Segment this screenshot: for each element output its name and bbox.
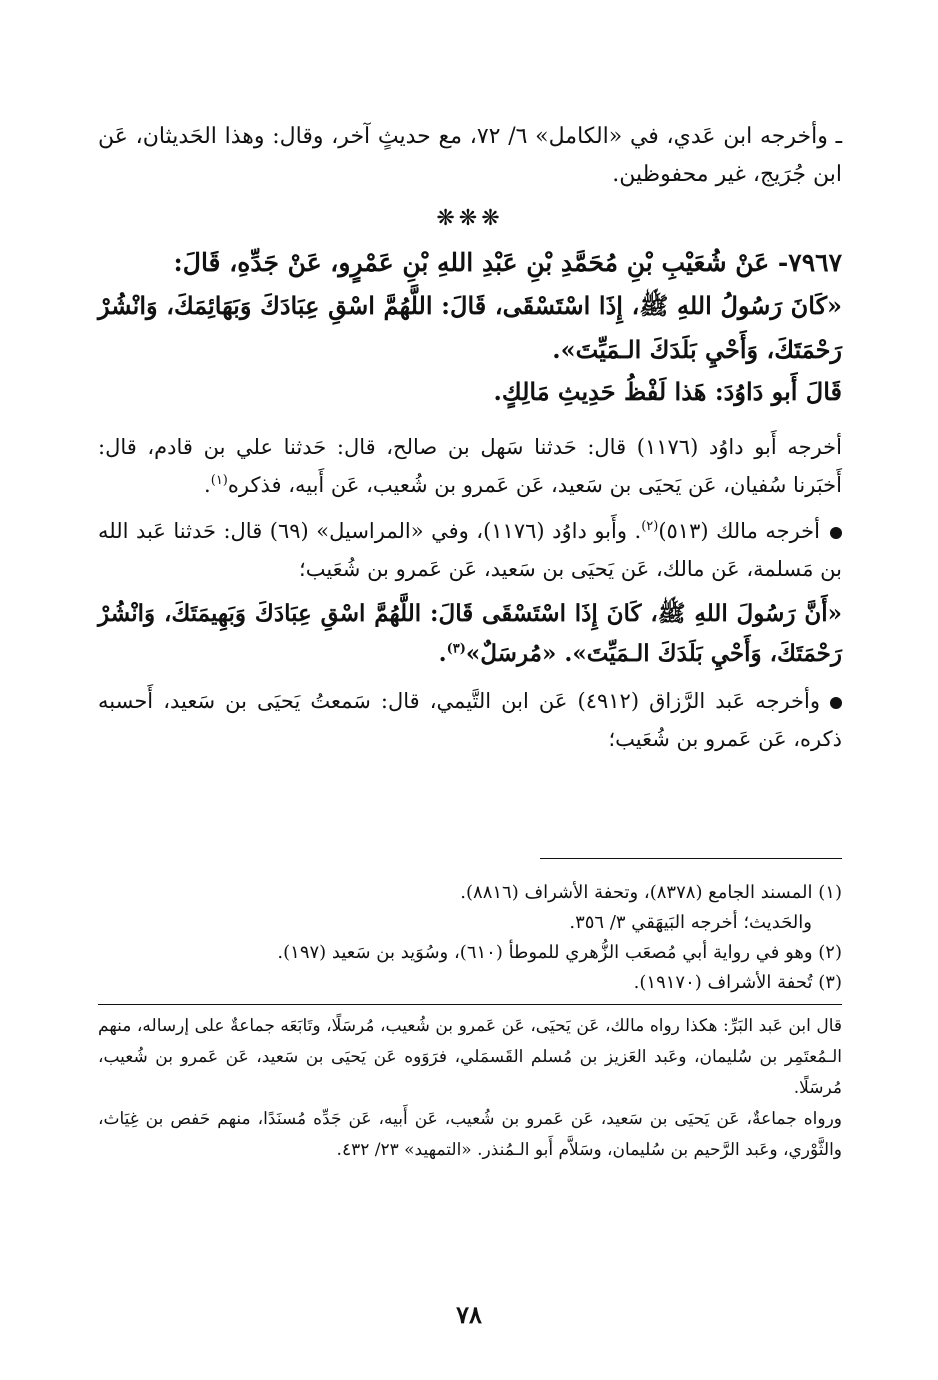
footnote-ref-1: (١) <box>210 473 228 488</box>
bullet-icon <box>830 697 842 709</box>
footnote-3-quote-2: ورواه جماعةٌ، عَن يَحيَى بن سَعيد، عَن عَمرو بن شُعيب، عَن أَبيه، عَن جَدِّه مُسنَدًا، منهم حَفص بن غِيَاث، والثَّوْري، وعَبد الرَّحيم بن سُليمان، وسَلاَّم أَبو الـمُنذر. «التمهيد» ٢٣/ ٤٣٢. <box>98 1109 842 1160</box>
footnote-inner-line <box>98 1004 842 1005</box>
bullet-icon <box>830 527 842 539</box>
footnotes <box>98 878 842 1166</box>
footnote-2: (٢) وهو في رواية أبي مُصعَب الزُّهري للموطأ (٦١٠)، وسُوَيد بن سَعيد (١٩٧). <box>277 942 842 963</box>
footnote-3-quote-1: قال ابن عَبد البَرِّ: هكذا رواه مالك، عَن يَحيَى، عَن عَمرو بن شُعيب، مُرسَلًا، وتَابَعَه جماعةٌ على إرساله، منهم الـمُعتَمِر بن سُليمان، وعَبد العَزيز بن مُسلم القَسمَلي، فرَوَوه عَن يَحيَى بن سَعيد، عَن عَمرو بن شُعيب، مُرسَلًا. <box>98 1016 842 1098</box>
page-number: ٧٨ <box>456 1300 482 1329</box>
takhrij-paragraph-2 <box>98 512 842 588</box>
section-separator: ❋❋❋ <box>436 206 504 231</box>
footnote-ref-2: (٢) <box>641 519 659 534</box>
takhrij-2-text-b: . وأَبو داوُد (١١٧٦)، وفي «المراسيل» (٦٩) قال: حَدثنا عَبد الله بن مَسلمة، عَن مالك، عَن يَحيَى بن سَعيد، عَن عَمرو بن شُعَيب؛ <box>98 519 842 581</box>
intro-paragraph: ـ وأخرجه ابن عَدي، في «الكامل» ٦/ ٧٢، مع حديثٍ آخر، وقال: وهذا الحَديثان، عَن ابن جُرَيج، غير محفوظين. <box>98 124 843 187</box>
takhrij-paragraph-1 <box>98 428 842 504</box>
abu-dawud-note: قَالَ أَبو دَاوُدَ: هَذا لَفْظُ حَدِيثِ مَالِكٍ. <box>493 377 842 406</box>
takhrij-2-text-a: أخرجه مالك (٥١٣) <box>658 519 820 543</box>
footnote-separator-line <box>540 858 842 859</box>
takhrij-paragraph-4 <box>98 682 842 758</box>
takhrij-1-end: . <box>204 473 211 497</box>
footnote-ref-3: (٣) <box>446 641 466 657</box>
mursal-quote <box>98 594 842 674</box>
footnote-1-continued: والحَديث؛ أخرجه البَيهَقي ٣/ ٣٥٦. <box>569 912 812 933</box>
takhrij-1-text: أخرجه أَبو داوُد (١١٧٦) قال: حَدثنا سَهل بن صالح، قال: حَدثنا علي بن قادم، قال: أَخبَرنا سُفيان، عَن يَحيَى بن سَعيد، عَن عَمرو بن شُعيب، عَن أَبيه، فذكره <box>98 435 842 497</box>
takhrij-4-text: وأخرجه عَبد الرَّزاق (٤٩١٢) عَن ابن التَّيمي، قال: سَمعتُ يَحيَى بن سَعيد، أَحسبه ذكره، عَن عَمرو بن شُعَيب؛ <box>98 689 842 751</box>
mursal-quote-end: . <box>438 640 447 667</box>
hadith-number-and-chain: ٧٩٦٧- عَنْ شُعَيْبِ بْنِ مُحَمَّدِ بْنِ عَبْدِ اللهِ بْنِ عَمْرٍو، عَنْ جَدِّهِ، قَالَ: <box>173 248 842 277</box>
hadith-text: «كَانَ رَسُولُ اللهِ ﷺ، إِذَا اسْتَسْقَى، قَالَ: اللَّهُمَّ اسْقِ عِبَادَكَ وَبَهَائِمَكَ، وَانْشُرْ رَحْمَتَكَ، وَأَحْيِ بَلَدَكَ الـمَيِّتَ». <box>98 291 843 364</box>
footnote-3: (٣) تُحفة الأشراف (١٩١٧٠). <box>633 972 842 993</box>
main-text <box>98 118 842 764</box>
footnote-1: (١) المسند الجامع (٨٣٧٨)، وتحفة الأشراف (٨٨١٦). <box>460 882 842 903</box>
mursal-quote-text: «أَنَّ رَسُولَ اللهِ ﷺ، كَانَ إِذَا اسْتَسْقَى قَالَ: اللَّهُمَّ اسْقِ عِبَادَكَ وَبَهِيمَتَكَ، وَانْشُرْ رَحْمَتَكَ، وَأَحْيِ بَلَدَكَ الـمَيِّتَ». «مُرسَلٌ» <box>98 600 842 667</box>
